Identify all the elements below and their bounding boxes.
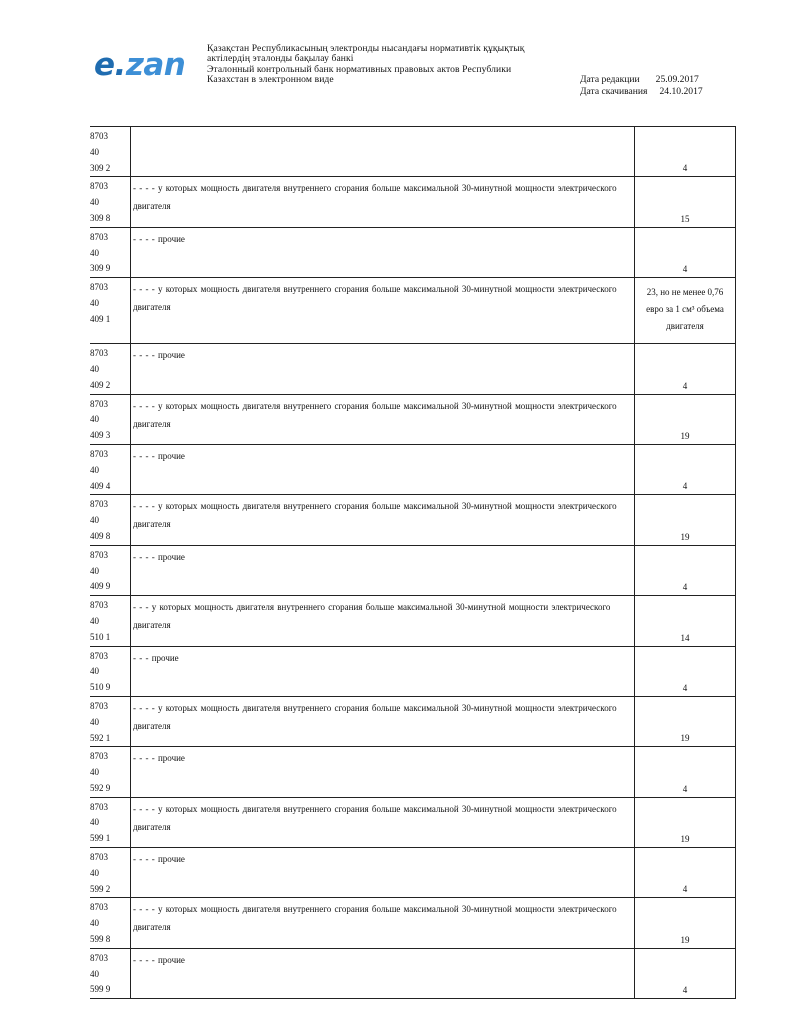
code-line: 40 [90, 565, 99, 576]
code-line: 510 1 [90, 631, 111, 642]
rate-cell [635, 948, 736, 998]
rate-cell [635, 127, 736, 177]
rate-value: 4 [682, 985, 688, 996]
code-cell [90, 696, 131, 746]
code-line: 40 [90, 297, 99, 308]
code-cell [90, 747, 131, 797]
rate-cell [635, 278, 736, 344]
code-line: 8703 [90, 751, 108, 762]
rate-cell [635, 898, 736, 948]
rate-value: 19 [680, 733, 690, 744]
download-date-value: 24.10.2017 [659, 86, 703, 97]
description-text: - - - - прочие [133, 954, 185, 965]
code-line: 8703 [90, 499, 108, 510]
rate-value: 4 [682, 682, 688, 693]
dates-block [580, 74, 703, 98]
rate-line: евро за 1 см³ объема [646, 304, 724, 315]
code-line: 8703 [90, 700, 108, 711]
description-cell [131, 344, 635, 394]
code-line: 8703 [90, 801, 108, 812]
code-line: 592 9 [90, 782, 111, 793]
description-cell [131, 646, 635, 696]
code-cell [90, 278, 131, 344]
tariff-table [90, 126, 736, 999]
code-line: 8703 [90, 348, 108, 359]
table-row [90, 127, 736, 177]
header-title [207, 44, 525, 86]
description-text: - - - у которых мощность двигателя внутреннего сгорания больше максимальной 30-минутной мощности электрического двигателя [133, 602, 611, 631]
rate-value: 4 [682, 783, 688, 794]
code-line: 40 [90, 197, 99, 208]
description-cell [131, 278, 635, 344]
edition-date-value: 25.09.2017 [655, 74, 699, 85]
description-cell [131, 898, 635, 948]
table-row [90, 747, 736, 797]
rate-value: 4 [682, 884, 688, 895]
description-text: - - - прочие [133, 652, 179, 663]
table-row [90, 898, 736, 948]
code-line: 40 [90, 867, 99, 878]
description-cell [131, 127, 635, 177]
rate-value: 19 [680, 430, 690, 441]
table-row [90, 797, 736, 847]
code-line: 8703 [90, 398, 108, 409]
rate-cell [635, 177, 736, 227]
description-text: - - - - у которых мощность двигателя внутреннего сгорания больше максимальной 30-минутной мощности электрического двигателя [133, 904, 617, 933]
rate-cell [635, 646, 736, 696]
rate-value: 19 [680, 934, 690, 945]
description-cell [131, 444, 635, 494]
rate-cell [635, 227, 736, 277]
rate-value: 4 [682, 163, 688, 174]
code-line: 8703 [90, 448, 108, 459]
code-cell [90, 596, 131, 646]
code-cell [90, 948, 131, 998]
code-line: 409 4 [90, 480, 111, 491]
code-line: 40 [90, 817, 99, 828]
ezan-logo [94, 47, 186, 83]
description-cell [131, 747, 635, 797]
rate-cell [635, 696, 736, 746]
code-line: 40 [90, 716, 99, 727]
code-line: 40 [90, 464, 99, 475]
description-text: - - - - у которых мощность двигателя внутреннего сгорания больше максимальной 30-минутной мощности электрического двигателя [133, 183, 617, 212]
table-row [90, 848, 736, 898]
table-row [90, 495, 736, 545]
description-cell [131, 848, 635, 898]
description-text: - - - - прочие [133, 753, 185, 764]
description-cell [131, 797, 635, 847]
rate-cell [635, 848, 736, 898]
code-line: 8703 [90, 902, 108, 913]
description-cell [131, 696, 635, 746]
rate-value: 19 [680, 834, 690, 845]
code-cell [90, 646, 131, 696]
code-line: 40 [90, 247, 99, 258]
code-line: 8703 [90, 650, 108, 661]
description-text: - - - - прочие [133, 551, 185, 562]
table-row [90, 278, 736, 344]
code-line: 40 [90, 968, 99, 979]
description-text: - - - - прочие [133, 350, 185, 361]
rate-cell [635, 344, 736, 394]
rate-value: 15 [680, 213, 690, 224]
code-line: 8703 [90, 131, 108, 141]
code-line: 8703 [90, 952, 108, 963]
code-line: 599 1 [90, 833, 111, 844]
code-line: 599 8 [90, 934, 111, 945]
description-cell [131, 227, 635, 277]
code-line: 8703 [90, 549, 108, 560]
code-line: 409 9 [90, 581, 111, 592]
code-line: 40 [90, 414, 99, 425]
description-text: - - - - у которых мощность двигателя внутреннего сгорания больше максимальной 30-минутной мощности электрического двигателя [133, 400, 617, 429]
table-row [90, 596, 736, 646]
download-date-row [580, 86, 703, 98]
rate-value: 4 [682, 582, 688, 593]
description-text: - - - - у которых мощность двигателя внутреннего сгорания больше максимальной 30-минутной мощности электрического двигателя [133, 501, 617, 530]
rate-cell [635, 394, 736, 444]
code-line: 40 [90, 363, 99, 374]
code-line: 8703 [90, 231, 108, 242]
description-text: - - - - прочие [133, 854, 185, 865]
rate-cell [635, 797, 736, 847]
table-row [90, 227, 736, 277]
rate-cell [635, 495, 736, 545]
rate-line: 23, но не менее 0,76 [646, 287, 724, 298]
code-line: 8703 [90, 600, 108, 611]
code-line: 40 [90, 918, 99, 929]
code-line: 592 1 [90, 732, 111, 743]
rate-value: 4 [682, 380, 688, 391]
code-cell [90, 394, 131, 444]
code-line: 8703 [90, 181, 108, 192]
code-line: 40 [90, 515, 99, 526]
description-text: - - - - у которых мощность двигателя внутреннего сгорания больше максимальной 30-минутной мощности электрического двигателя [133, 803, 617, 832]
code-line: 599 9 [90, 984, 111, 995]
code-cell [90, 127, 131, 177]
table-row [90, 696, 736, 746]
description-cell [131, 596, 635, 646]
description-text: - - - - прочие [133, 233, 185, 244]
table-row [90, 177, 736, 227]
description-text: - - - - у которых мощность двигателя внутреннего сгорания больше максимальной 30-минутной мощности электрического двигателя [133, 702, 617, 731]
code-line: 409 2 [90, 379, 111, 390]
description-cell [131, 545, 635, 595]
rate-cell [635, 545, 736, 595]
code-line: 309 2 [90, 162, 111, 173]
code-cell [90, 797, 131, 847]
code-line: 40 [90, 146, 99, 157]
rate-value: 19 [680, 531, 690, 542]
description-cell [131, 948, 635, 998]
edition-date-row [580, 74, 703, 86]
rate-cell [635, 747, 736, 797]
description-cell [131, 495, 635, 545]
rate-line: двигателя [666, 321, 704, 332]
code-line: 409 8 [90, 530, 111, 541]
edition-date-label: Дата редакции [580, 74, 640, 85]
description-cell [131, 177, 635, 227]
code-cell [90, 177, 131, 227]
header-line: Казахстан в электронном виде [207, 74, 334, 86]
code-cell [90, 848, 131, 898]
code-line: 40 [90, 615, 99, 626]
code-cell [90, 227, 131, 277]
logo-part2: zan [125, 47, 186, 83]
code-line: 510 9 [90, 682, 111, 693]
table-row [90, 948, 736, 998]
code-line: 309 9 [90, 263, 111, 274]
code-cell [90, 898, 131, 948]
table-row [90, 394, 736, 444]
code-line: 40 [90, 767, 99, 778]
description-text [131, 127, 634, 129]
rate-value: 4 [682, 481, 688, 492]
code-line: 409 1 [90, 313, 111, 324]
rate-value: 4 [682, 264, 688, 275]
code-line: 8703 [90, 852, 108, 863]
table-row [90, 646, 736, 696]
description-cell [131, 394, 635, 444]
code-cell [90, 444, 131, 494]
table-row [90, 344, 736, 394]
description-text: - - - - прочие [133, 450, 185, 461]
code-line: 309 8 [90, 212, 111, 223]
header-line: актілердің эталонды бақылау банкі [207, 53, 354, 65]
code-cell [90, 545, 131, 595]
download-date-label: Дата скачивания [580, 86, 648, 97]
header-line: Эталонный контрольный банк нормативных правовых актов Республики [207, 63, 512, 75]
header-line: Қазақстан Республикасының электронды нысандағы нормативтік құқықтық [207, 43, 525, 54]
table-row [90, 444, 736, 494]
table-row [90, 545, 736, 595]
rate-value: 14 [680, 632, 690, 643]
code-line: 409 3 [90, 430, 111, 441]
code-cell [90, 495, 131, 545]
code-cell [90, 344, 131, 394]
logo-part1: e. [94, 47, 126, 83]
code-line: 40 [90, 666, 99, 677]
rate-cell [635, 596, 736, 646]
code-line: 8703 [90, 282, 108, 293]
code-line: 599 2 [90, 883, 111, 894]
rate-cell [635, 444, 736, 494]
description-text: - - - - у которых мощность двигателя внутреннего сгорания больше максимальной 30-минутной мощности электрического двигателя [133, 284, 617, 313]
